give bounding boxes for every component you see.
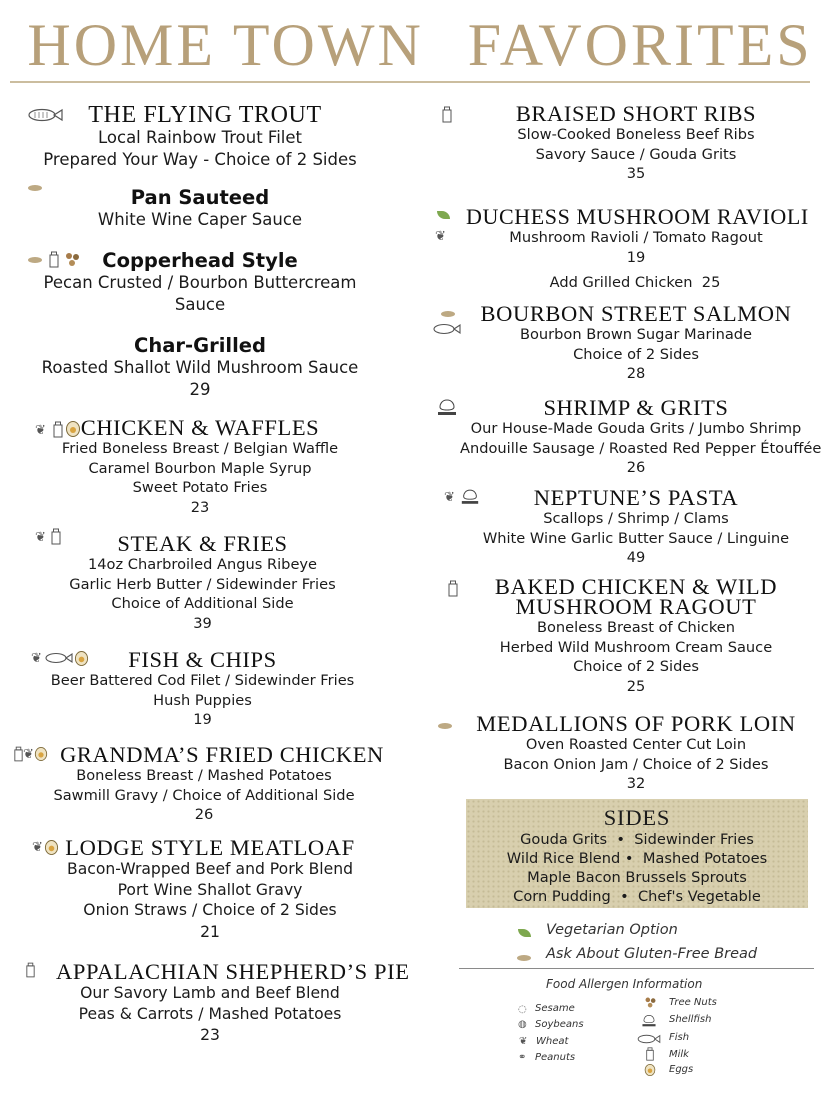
item-desc: Slow-Cooked Boneless Beef Ribs [517, 126, 755, 143]
sides-line: Gouda Grits • Sidewinder Fries [520, 831, 754, 848]
allergen-milk: Milk [669, 1049, 689, 1060]
allergen-soybeans: Soybeans [535, 1019, 584, 1030]
allergen-eggs: Eggs [669, 1064, 694, 1075]
allergen-peanuts: Peanuts [535, 1052, 576, 1063]
menu-item-short-ribs [466, 102, 806, 183]
item-name: MEDALLIONS OF PORK LOIN [476, 711, 796, 736]
item-name: BOURBON STREET SALMON [480, 301, 792, 326]
menu-item-fish-chips [0, 648, 405, 729]
menu-item-char-grilled [0, 334, 400, 401]
tree-nuts-icon [644, 996, 657, 1009]
item-price: 25 [626, 677, 646, 695]
soybeans-icon: ◍ [518, 1019, 527, 1030]
sides-line: Wild Rice Blend • Mashed Potatoes [506, 850, 768, 867]
fish-icon [433, 323, 461, 335]
item-name: GRANDMA’S FRIED CHICKEN [60, 742, 384, 767]
item-name: THE FLYING TROUT [88, 102, 322, 128]
item-desc: Our House-Made Gouda Grits / Jumbo Shrimp [470, 420, 802, 437]
title-left: HOME TOWN [27, 12, 424, 78]
item-name: STEAK & FRIES [117, 531, 288, 556]
legend-divider [459, 968, 814, 969]
item-desc: Choice of Additional Side [111, 595, 294, 612]
menu-item-pork-loin [466, 712, 806, 793]
item-desc: Port Wine Shallot Gravy [117, 880, 303, 899]
item-desc: Roasted Shallot Wild Mushroom Sauce [41, 358, 359, 377]
menu-item-chicken-waffles [0, 416, 400, 517]
item-desc: Mushroom Ravioli / Tomato Ragout [509, 229, 763, 246]
fish-icon [636, 1034, 662, 1044]
wheat-icon: ❦ [519, 1036, 528, 1047]
wheat-icon: ❦ [35, 423, 46, 438]
allergen-wheat: Wheat [536, 1036, 569, 1047]
item-price: 26 [626, 459, 646, 476]
item-desc: Oven Roasted Center Cut Loin [525, 736, 747, 753]
item-desc: Garlic Herb Butter / Sidewinder Fries [69, 575, 336, 593]
gluten-free-note: Ask About Gluten-Free Bread [546, 946, 758, 962]
item-desc: Herbed Wild Mushroom Cream Sauce [499, 638, 773, 656]
vegetarian-leaf-icon [437, 211, 450, 219]
item-price: 49 [626, 549, 646, 566]
item-price: 21 [200, 922, 220, 941]
item-desc: Bourbon Brown Sugar Marinade [519, 326, 753, 343]
item-desc: Sweet Potato Fries [132, 479, 268, 496]
item-desc: Caramel Bourbon Maple Syrup [88, 459, 312, 477]
item-desc: Bacon-Wrapped Beef and Pork Blend [67, 860, 353, 878]
item-desc: Beer Battered Cod Filet / Sidewinder Fries [50, 672, 355, 689]
sides-panel [466, 799, 808, 908]
menu-item-meatloaf [0, 836, 420, 943]
item-name-line2: MUSHROOM RAGOUT [515, 594, 757, 619]
menu-item-neptunes-pasta [466, 486, 806, 567]
item-name: CHICKEN & WAFFLES [80, 415, 320, 440]
gluten-free-bread-icon [441, 311, 455, 317]
item-price: 19 [193, 711, 212, 728]
header-divider [10, 81, 810, 83]
item-desc: Boneless Breast / Mashed Potatoes [76, 767, 332, 784]
item-price: 19 [626, 248, 646, 266]
item-desc: Choice of 2 Sides [573, 658, 699, 675]
item-desc: Onion Straws / Choice of 2 Sides [83, 901, 337, 919]
item-desc: Peas & Carrots / Mashed Potatoes [78, 1004, 342, 1023]
item-name: DUCHESS MUSHROOM RAVIOLI [466, 204, 809, 229]
menu-item-shrimp-grits [460, 395, 822, 477]
item-name: BRAISED SHORT RIBS [515, 101, 757, 126]
page-title [0, 10, 840, 80]
milk-icon [447, 580, 459, 597]
milk-icon [645, 1047, 655, 1061]
wheat-icon: ❦ [32, 840, 43, 855]
item-desc: 14oz Charbroiled Angus Ribeye [87, 556, 318, 573]
item-desc: Fried Boneless Breast / Belgian Waffle [61, 440, 339, 457]
egg-icon [644, 1063, 656, 1077]
item-name: SHRIMP & GRITS [543, 395, 729, 420]
menu-item-shepherds-pie [20, 959, 410, 1046]
item-desc: Hush Puppies [153, 691, 252, 709]
item-desc: Bacon Onion Jam / Choice of 2 Sides [503, 755, 769, 773]
item-price: 35 [626, 165, 646, 182]
allergen-shellfish: Shellfish [669, 1014, 712, 1025]
item-desc: Andouille Sausage / Roasted Red Pepper Étouffée [460, 439, 822, 457]
menu-item-flying-trout [0, 104, 400, 171]
item-name: APPALACHIAN SHEPHERD’S PIE [56, 959, 410, 984]
sesame-icon: ◌ [518, 1004, 527, 1015]
title-right: FAVORITES [467, 12, 813, 78]
shellfish-icon [436, 398, 458, 416]
vegetarian-leaf-icon [518, 929, 531, 937]
item-price: 28 [626, 365, 646, 382]
item-desc: Choice of 2 Sides [573, 345, 699, 363]
allergen-tree-nuts: Tree Nuts [669, 997, 717, 1008]
gluten-free-bread-icon [438, 723, 452, 729]
vegetarian-note: Vegetarian Option [546, 922, 678, 938]
item-name: FISH & CHIPS [128, 647, 277, 672]
item-desc: Pecan Crusted / Bourbon Buttercream [43, 273, 357, 292]
item-name: Pan Sauteed [130, 186, 270, 209]
sides-line: Corn Pudding • Chef's Vegetable [513, 888, 761, 905]
menu-item-grandmas-chicken [14, 743, 394, 824]
wheat-icon: ❦ [444, 490, 455, 505]
item-name: Copperhead Style [102, 249, 298, 272]
allergen-sesame: Sesame [535, 1003, 575, 1014]
item-price: 39 [193, 614, 212, 632]
item-desc: Savory Sauce / Gouda Grits [535, 145, 737, 163]
item-desc: Prepared Your Way - Choice of 2 Sides [43, 150, 357, 169]
sides-line: Maple Bacon Brussels Sprouts [527, 869, 747, 886]
item-price: 23 [190, 498, 210, 516]
item-desc: White Wine Caper Sauce [97, 210, 303, 229]
item-desc: Sawmill Gravy / Choice of Additional Side [53, 786, 355, 804]
menu-item-salmon [466, 302, 806, 383]
wheat-icon: ❦ [435, 229, 446, 244]
menu-item-copperhead [0, 249, 400, 316]
menu-item-pan-sauteed [0, 186, 400, 231]
item-price: 32 [626, 775, 646, 792]
wheat-icon: ❦ [23, 747, 34, 762]
allergen-title: Food Allergen Information [546, 977, 703, 991]
item-desc: Boneless Breast of Chicken [536, 619, 735, 636]
menu-item-steak-fries [0, 532, 405, 633]
item-desc: Sauce [174, 295, 226, 314]
item-desc: Local Rainbow Trout Filet [98, 128, 302, 147]
item-addon: Add Grilled Chicken 25 [549, 273, 721, 291]
item-desc: Our Savory Lamb and Beef Blend [80, 984, 340, 1002]
item-desc: Scallops / Shrimp / Clams [543, 510, 729, 527]
item-price: 26 [194, 806, 214, 823]
wheat-icon: ❦ [31, 651, 42, 666]
sides-title: SIDES [603, 805, 671, 830]
item-price: 29 [189, 380, 211, 399]
allergen-fish: Fish [669, 1032, 690, 1043]
item-name: Char-Grilled [134, 334, 266, 357]
milk-icon [441, 106, 453, 123]
item-price: 23 [200, 1026, 220, 1044]
shellfish-icon [641, 1013, 657, 1028]
menu-item-baked-chicken [466, 574, 806, 696]
gluten-free-bread-icon [517, 955, 531, 961]
item-name: BAKED CHICKEN & WILD [494, 574, 778, 599]
item-desc: White Wine Garlic Butter Sauce / Linguine [482, 529, 790, 547]
menu-item-ravioli [466, 204, 809, 292]
item-name: LODGE STYLE MEATLOAF [65, 835, 355, 860]
wheat-icon: ❦ [35, 530, 46, 545]
item-name: NEPTUNE’S PASTA [533, 485, 739, 510]
peanuts-icon: ⚭ [518, 1052, 527, 1063]
